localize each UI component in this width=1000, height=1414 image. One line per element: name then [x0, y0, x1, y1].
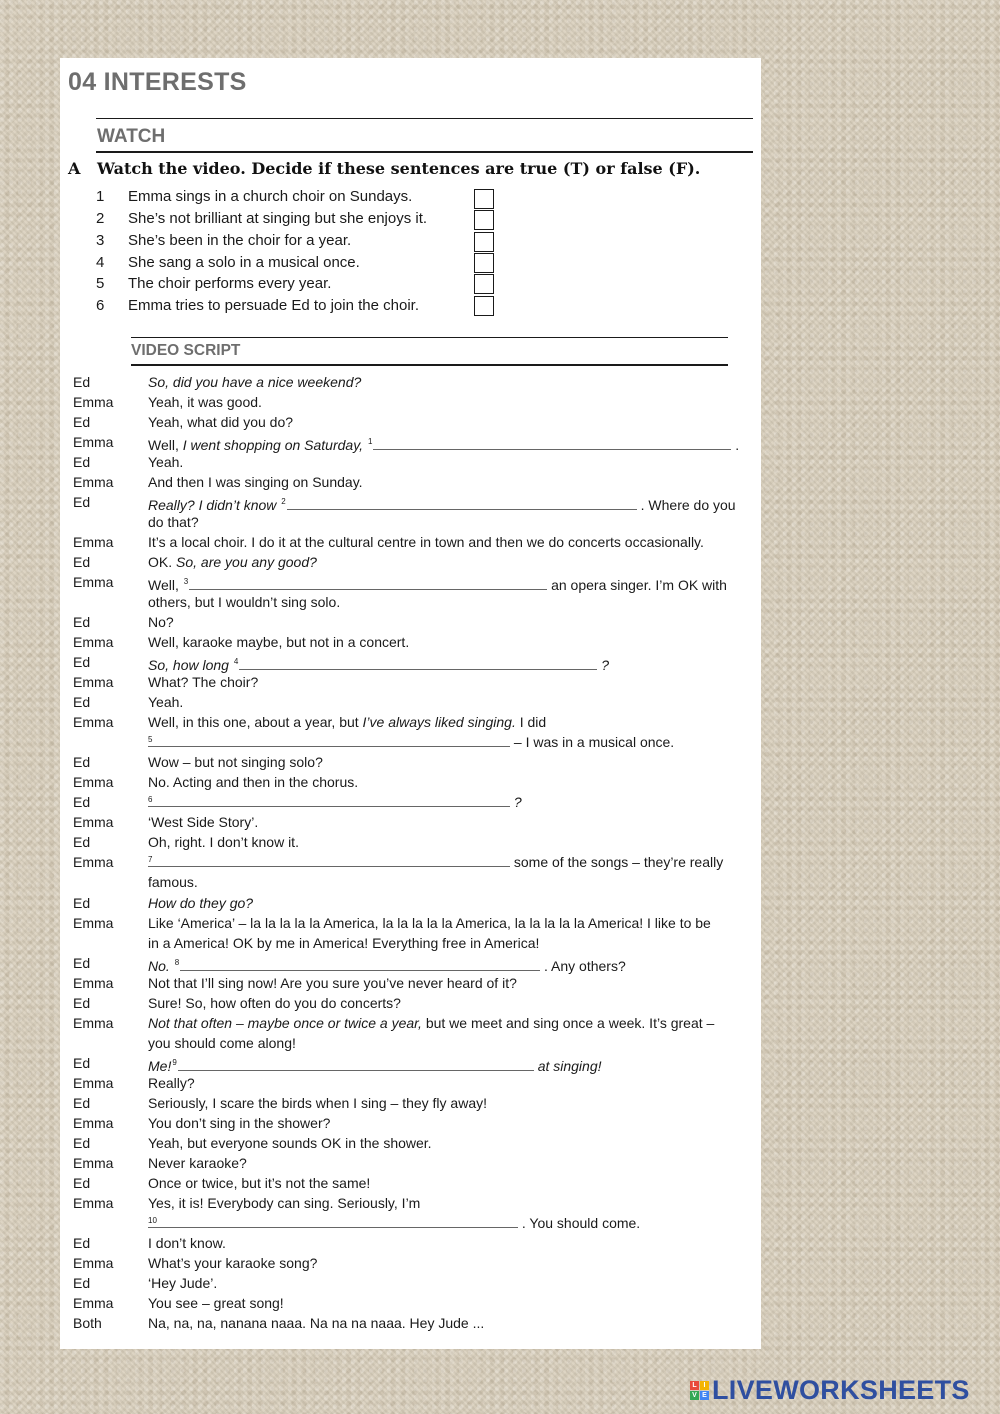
speaker: Emma — [73, 574, 114, 590]
gap-number: 6 — [148, 795, 153, 804]
script-line — [60, 872, 761, 892]
line-text: . — [735, 437, 740, 453]
script-line — [60, 812, 761, 832]
speaker: Ed — [73, 654, 91, 670]
script-line — [60, 532, 761, 552]
line-text: . Where do you — [640, 497, 736, 513]
line-text: in a America! OK by me in America! Everything free in America! — [148, 935, 540, 951]
question-text: She’s been in the choir for a year. — [128, 232, 352, 249]
speaker: Emma — [73, 1195, 114, 1211]
gap-2-input[interactable] — [287, 495, 637, 510]
line-text: Seriously, I scare the birds when I sing – they fly away! — [148, 1095, 488, 1111]
line-text: but we meet and sing once a week. It’s great – — [421, 1015, 715, 1031]
speaker: Ed — [73, 955, 91, 971]
line-text: . Any others? — [544, 958, 626, 974]
script-line — [60, 392, 761, 412]
line-text: ? — [513, 794, 522, 810]
line-text: And then I was singing on Sunday. — [148, 474, 363, 490]
answer-box-2[interactable] — [474, 210, 494, 230]
line-text: Well, karaoke maybe, but not in a concert. — [148, 634, 410, 650]
liveworksheets-logo[interactable] — [690, 1374, 970, 1406]
exercise-instruction — [68, 159, 700, 178]
speaker: Ed — [73, 1055, 91, 1071]
speaker: Ed — [73, 995, 91, 1011]
line-text: Well, — [148, 437, 183, 453]
question-item — [96, 230, 496, 252]
answer-box-3[interactable] — [474, 232, 494, 252]
line-text: Never karaoke? — [148, 1155, 247, 1171]
gap-number: 3 — [183, 577, 189, 586]
script-line — [60, 692, 761, 712]
question-item — [96, 295, 496, 317]
speaker: Both — [73, 1315, 102, 1331]
line-text: What? The choir? — [148, 674, 259, 690]
line-text: – I was in a musical once. — [513, 734, 675, 750]
line-text: No? — [148, 614, 174, 630]
divider — [96, 118, 753, 119]
script-line — [60, 852, 761, 872]
script-line — [60, 1273, 761, 1293]
script-line — [60, 993, 761, 1013]
question-number: 3 — [96, 232, 105, 249]
gap-1-input[interactable] — [373, 435, 731, 450]
gap-4-input[interactable] — [239, 655, 597, 670]
speaker: Emma — [73, 1075, 114, 1091]
script-line — [60, 1073, 761, 1093]
worksheet-page — [60, 58, 761, 1349]
question-number: 5 — [96, 275, 105, 292]
line-text: famous. — [148, 874, 198, 890]
gap-9-input[interactable] — [178, 1056, 534, 1071]
question-text: Emma tries to persuade Ed to join the choir. — [128, 297, 419, 314]
line-text: You don’t sing in the shower? — [148, 1115, 331, 1131]
question-item — [96, 273, 496, 295]
line-text: So, how long — [148, 657, 229, 673]
speaker: Emma — [73, 394, 114, 410]
speaker: Ed — [73, 554, 91, 570]
divider — [131, 337, 728, 338]
line-text: I’ve always liked singing. — [362, 714, 516, 730]
script-line — [60, 732, 761, 752]
line-text: . You should come. — [521, 1215, 641, 1231]
line-text: ? — [601, 657, 609, 673]
gap-number: 2 — [281, 497, 286, 506]
gap-10-input[interactable] — [148, 1213, 518, 1228]
script-line — [60, 1173, 761, 1193]
script-line — [60, 953, 761, 973]
line-text: No. Acting and then in the chorus. — [148, 774, 359, 790]
script-line — [60, 973, 761, 993]
line-text: Yeah, it was good. — [148, 394, 262, 410]
gap-number: 7 — [148, 855, 153, 864]
question-item — [96, 252, 496, 274]
script-line — [60, 432, 761, 452]
speaker: Ed — [73, 374, 91, 390]
gap-number: 9 — [172, 1058, 177, 1067]
speaker: Ed — [73, 794, 91, 810]
line-text: others, but I wouldn’t sing solo. — [148, 594, 341, 610]
gap-number: 10 — [148, 1216, 157, 1225]
speaker: Ed — [73, 414, 91, 430]
script-line — [60, 1113, 761, 1133]
speaker: Ed — [73, 494, 91, 510]
logo-text: LIVEWORKSHEETS — [712, 1374, 970, 1405]
speaker: Emma — [73, 814, 114, 830]
line-text: Once or twice, but it’s not the same! — [148, 1175, 371, 1191]
speaker: Ed — [73, 834, 91, 850]
line-text: Well, in this one, about a year, but — [148, 714, 363, 730]
speaker: Ed — [73, 454, 91, 470]
speaker: Emma — [73, 915, 114, 931]
script-line — [60, 933, 761, 953]
gap-number: 8 — [174, 958, 180, 967]
line-text: So, are you any good? — [176, 554, 317, 570]
script-line — [60, 792, 761, 812]
line-text: Sure! So, how often do you do concerts? — [148, 995, 401, 1011]
line-text: an opera singer. I’m OK with — [551, 577, 727, 593]
line-text: Not that I’ll sing now! Are you sure you’ve never heard of it? — [148, 975, 517, 991]
script-line — [60, 472, 761, 492]
logo-tile: E — [700, 1391, 709, 1400]
script-line — [60, 1053, 761, 1073]
line-text: I don’t know. — [148, 1235, 226, 1251]
speaker: Ed — [73, 694, 91, 710]
script-line — [60, 552, 761, 572]
line-text: Not that often – maybe once or twice a year, — [148, 1015, 422, 1031]
script-line — [60, 612, 761, 632]
script-line — [60, 712, 761, 732]
line-text: Yeah. — [148, 694, 184, 710]
line-text: Like ‘America’ – la la la la la America, la la la la la America, la la la la la America! I like to be — [148, 915, 711, 931]
line-text: Yeah, what did you do? — [148, 414, 294, 430]
page-title: 04 INTERESTS — [68, 68, 247, 96]
script-line — [60, 592, 761, 612]
script-line — [60, 752, 761, 772]
script-line — [60, 1013, 761, 1033]
question-number: 4 — [96, 254, 105, 271]
logo-tile: V — [690, 1391, 699, 1400]
line-text: No. — [148, 958, 170, 974]
line-text: ‘West Side Story’. — [148, 814, 259, 830]
line-text: Well, — [148, 577, 179, 593]
speaker: Ed — [73, 895, 91, 911]
answer-box-4[interactable] — [474, 253, 494, 273]
divider — [131, 364, 728, 366]
speaker: Ed — [73, 1235, 91, 1251]
line-text: Me! — [148, 1058, 172, 1074]
gap-5-input[interactable] — [148, 732, 510, 747]
script-line — [60, 1033, 761, 1053]
question-text: She sang a solo in a musical once. — [128, 254, 360, 271]
script-line — [60, 512, 761, 532]
line-text: ‘Hey Jude’. — [148, 1275, 218, 1291]
exercise-letter: A — [68, 159, 81, 178]
line-text: Yes, it is! Everybody can sing. Seriously, I’m — [148, 1195, 421, 1211]
divider — [96, 151, 753, 153]
speaker: Emma — [73, 975, 114, 991]
line-text: Really? — [148, 1075, 195, 1091]
script-line — [60, 1153, 761, 1173]
gap-6-input[interactable] — [148, 792, 510, 807]
speaker: Emma — [73, 714, 114, 730]
speaker: Ed — [73, 1135, 91, 1151]
gap-number: 5 — [148, 735, 153, 744]
line-text: Yeah. — [148, 454, 184, 470]
instruction-text: Watch the video. Decide if these sentences are true (T) or false (F). — [97, 159, 701, 178]
question-number: 2 — [96, 210, 105, 227]
question-number: 1 — [96, 188, 105, 205]
script-line — [60, 1213, 761, 1233]
script-line — [60, 1193, 761, 1213]
line-text: I did — [515, 714, 547, 730]
script-line — [60, 632, 761, 652]
script-line — [60, 1093, 761, 1113]
line-text: It’s a local choir. I do it at the cultural centre in town and then we do concerts occasionally. — [148, 534, 704, 550]
speaker: Emma — [73, 1115, 114, 1131]
section-heading-video-script: VIDEO SCRIPT — [131, 342, 241, 359]
answer-box-1[interactable] — [474, 189, 494, 209]
script-line — [60, 652, 761, 672]
speaker: Emma — [73, 1295, 114, 1311]
speaker: Ed — [73, 614, 91, 630]
speaker: Emma — [73, 774, 114, 790]
script-line — [60, 1133, 761, 1153]
script-line — [60, 772, 761, 792]
script-line — [60, 1253, 761, 1273]
script-line — [60, 492, 761, 512]
question-text: The choir performs every year. — [128, 275, 332, 292]
logo-mark-icon — [690, 1381, 709, 1400]
speaker: Emma — [73, 434, 114, 450]
line-text: Na, na, na, nanana naaa. Na na na naaa. Hey Jude ... — [148, 1315, 485, 1331]
speaker: Ed — [73, 754, 91, 770]
script-line — [60, 832, 761, 852]
script-line — [60, 572, 761, 592]
gap-number: 1 — [367, 437, 373, 446]
line-text: You see – great song! — [148, 1295, 284, 1311]
speaker: Ed — [73, 1095, 91, 1111]
line-text: some of the songs – they’re really — [513, 854, 724, 870]
gap-8-input[interactable] — [180, 956, 540, 971]
logo-tile: L — [690, 1381, 699, 1390]
line-text: How do they go? — [148, 895, 254, 911]
script-line — [60, 412, 761, 432]
line-text: you should come along! — [148, 1035, 296, 1051]
script-line — [60, 1313, 761, 1333]
script-line — [60, 452, 761, 472]
question-number: 6 — [96, 297, 105, 314]
line-text: do that? — [148, 514, 199, 530]
logo-tile: I — [700, 1381, 709, 1390]
script-line — [60, 372, 761, 392]
script-line — [60, 913, 761, 933]
speaker: Emma — [73, 1155, 114, 1171]
line-text: So, did you have a nice weekend? — [148, 374, 362, 390]
speaker: Ed — [73, 1175, 91, 1191]
line-text: Oh, right. I don’t know it. — [148, 834, 299, 850]
line-text: Yeah, but everyone sounds OK in the shower. — [148, 1135, 432, 1151]
line-text: at singing! — [537, 1058, 602, 1074]
line-text: I went shopping on Saturday, — [182, 437, 364, 453]
script-line — [60, 893, 761, 913]
question-text: She’s not brilliant at singing but she enjoys it. — [128, 210, 428, 227]
script-line — [60, 1233, 761, 1253]
section-heading-watch: WATCH — [97, 126, 166, 147]
speaker: Emma — [73, 634, 114, 650]
line-text: OK. — [148, 554, 177, 570]
gap-number: 4 — [233, 657, 239, 666]
answer-box-5[interactable] — [474, 274, 494, 294]
speaker: Ed — [73, 1275, 91, 1291]
question-item — [96, 208, 496, 230]
line-text: Really? I didn’t know — [148, 497, 277, 513]
question-text: Emma sings in a church choir on Sundays. — [128, 188, 413, 205]
speaker: Emma — [73, 674, 114, 690]
speaker: Emma — [73, 1255, 114, 1271]
gap-7-input[interactable] — [148, 852, 510, 867]
speaker: Emma — [73, 1015, 114, 1031]
speaker: Emma — [73, 534, 114, 550]
line-text: Wow – but not singing solo? — [148, 754, 323, 770]
line-text: What’s your karaoke song? — [148, 1255, 318, 1271]
gap-3-input[interactable] — [189, 575, 547, 590]
answer-box-6[interactable] — [474, 296, 494, 316]
question-item — [96, 186, 496, 208]
speaker: Emma — [73, 854, 114, 870]
script-line — [60, 1293, 761, 1313]
speaker: Emma — [73, 474, 114, 490]
script-line — [60, 672, 761, 692]
